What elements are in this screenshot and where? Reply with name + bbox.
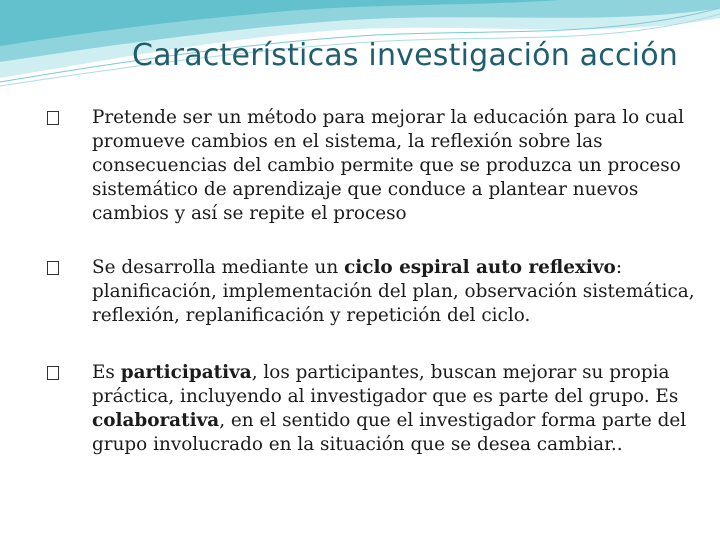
bullet-emphasis: participativa [120, 362, 252, 383]
bullet-segment: Se desarrolla mediante un [92, 257, 345, 278]
bullet-text [92, 361, 712, 457]
bullet-segment: , en el sentido que el investigador forma parte del grupo involucrado en la situación que se desea cambiar.. [92, 410, 687, 455]
square-bullet-icon [47, 261, 59, 275]
bullet-segment: : planificación, implementación del plan, observación sistemática, reflexión, replanificación y repetición del ciclo. [92, 257, 695, 326]
bullet-emphasis: colaborativa [92, 410, 220, 431]
square-bullet-icon [47, 366, 59, 380]
bullet-segment: Pretende ser un método para mejorar la educación para lo cual promueve cambios en el sistema, la reflexión sobre las consecuencias del cambio permite que se produzca un proceso sistemático de aprendizaje que conduce a plantear nuevos cambios y así se repite el proceso [92, 107, 684, 224]
bullet-emphasis: ciclo espiral auto reflexivo [344, 257, 616, 278]
slide-title: Características investigación acción [132, 38, 678, 73]
bullet-segment: Es [92, 362, 121, 383]
bullet-text [92, 256, 712, 328]
bullet-text [92, 106, 712, 226]
bullet-segment: , los participantes, buscan mejorar su propia práctica, incluyendo al investigador que es parte del grupo. Es [92, 362, 679, 407]
square-bullet-icon [47, 111, 59, 125]
